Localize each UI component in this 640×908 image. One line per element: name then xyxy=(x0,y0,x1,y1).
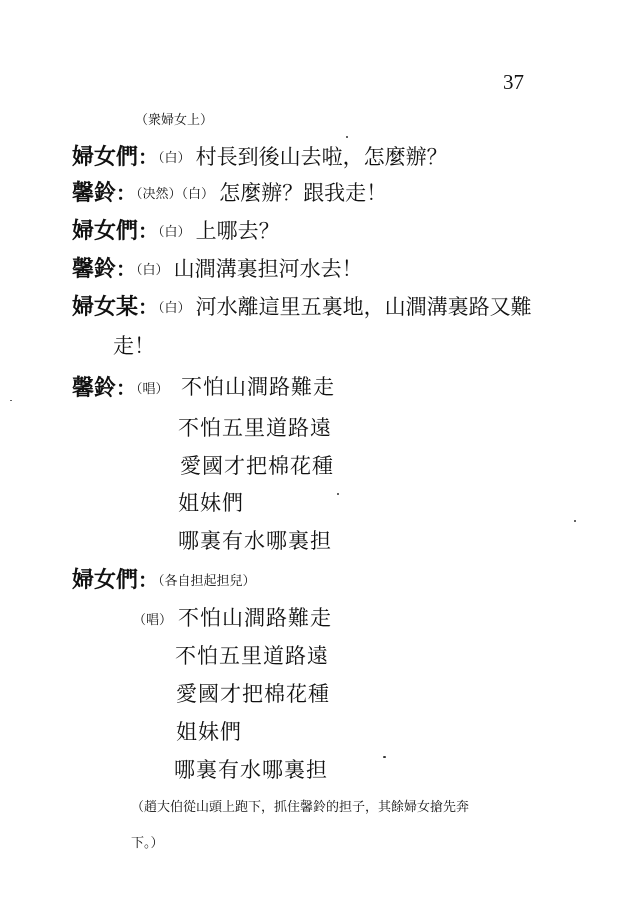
dialogue-line xyxy=(72,258,363,280)
stage-direction-exit-cont: 下。） xyxy=(131,836,164,851)
song-header xyxy=(72,569,256,591)
scan-speck xyxy=(383,756,386,758)
delivery-note: （白） xyxy=(158,225,191,240)
song-verse: 愛國才把棉花種 xyxy=(176,682,330,706)
colon: ： xyxy=(138,219,159,243)
dialogue-line xyxy=(72,220,280,242)
scan-speck xyxy=(574,520,576,522)
song-verse: 哪裏有水哪裏担 xyxy=(178,529,332,553)
song-verse: 不怕五里道路遠 xyxy=(175,644,329,668)
speaker-name: 婦女們 xyxy=(72,144,139,170)
stage-direction: （各自担起担兒） xyxy=(158,574,256,589)
scan-speck xyxy=(10,400,12,401)
dialogue-text: 河水離這里五裏地，山澗溝裏路又難 xyxy=(195,295,532,319)
dialogue-text: 村長到後山去啦，怎麼辦？ xyxy=(195,145,448,169)
dialogue-line xyxy=(72,182,387,204)
colon: ： xyxy=(116,257,137,281)
song-verse: 姐妹們 xyxy=(178,491,244,515)
song-verse: 愛國才把棉花種 xyxy=(180,454,334,478)
song-verse: 不怕五里道路遠 xyxy=(178,416,332,440)
scan-speck xyxy=(346,136,348,138)
delivery-note: （唱） xyxy=(136,382,169,397)
song-verse: 姐妹們 xyxy=(176,720,242,744)
dialogue-text: 怎麼辦？跟我走！ xyxy=(219,181,388,205)
speaker-name: 婦女們 xyxy=(72,218,139,244)
colon: ： xyxy=(138,295,159,319)
speaker-name: 婦女某 xyxy=(72,294,139,320)
delivery-note: （白） xyxy=(158,301,191,316)
song-header xyxy=(72,377,169,399)
stage-direction-exit: （趙大伯從山頭上跑下，抓住馨鈴的担子，其餘婦女搶先奔 xyxy=(131,800,470,815)
delivery-note: （白） xyxy=(158,151,191,166)
dialogue-continuation: 走！ xyxy=(113,334,155,358)
delivery-note: （白） xyxy=(136,263,169,278)
colon: ： xyxy=(138,568,159,592)
song-verse: 不怕山澗路難走 xyxy=(181,375,335,399)
song-verse: 哪裏有水哪裏担 xyxy=(174,758,328,782)
speaker-name: 婦女們 xyxy=(72,567,139,593)
song-verse: 不怕山澗路難走 xyxy=(178,606,332,630)
speaker-name: 馨鈴 xyxy=(72,375,117,401)
delivery-note: （决然）（白） xyxy=(136,187,215,202)
speaker-name: 馨鈴 xyxy=(72,180,117,206)
delivery-note: （唱） xyxy=(133,613,173,628)
stage-direction-enter: （衆婦女上） xyxy=(135,113,214,128)
dialogue-line xyxy=(72,296,532,318)
speaker-name: 馨鈴 xyxy=(72,256,117,282)
dialogue-text: 上哪去？ xyxy=(195,219,280,243)
colon: ： xyxy=(138,145,159,169)
dialogue-line xyxy=(72,146,448,168)
page-number: 37 xyxy=(503,70,524,94)
colon: ： xyxy=(116,181,137,205)
colon: ： xyxy=(116,376,137,400)
scan-speck xyxy=(337,493,339,495)
dialogue-text: 山澗溝裏担河水去！ xyxy=(173,257,363,281)
